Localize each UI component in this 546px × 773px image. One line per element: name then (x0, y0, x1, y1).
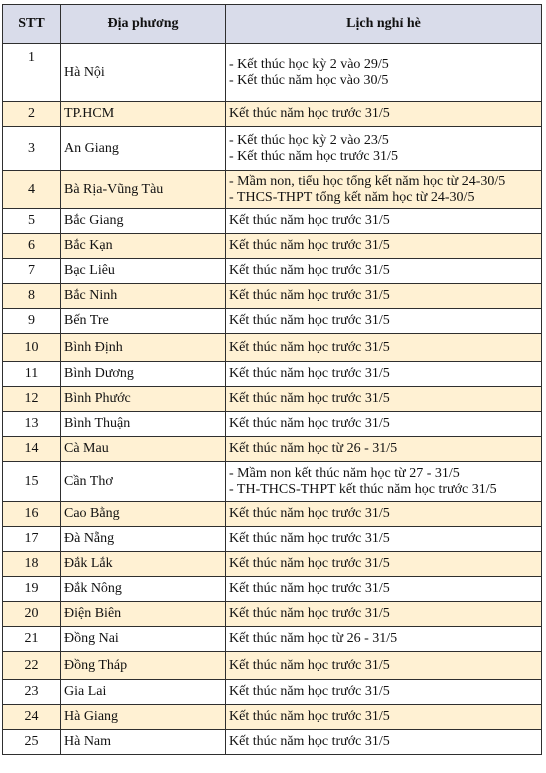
table-row (3, 309, 542, 334)
row-stt: 5 (3, 209, 61, 234)
table-row (3, 705, 542, 730)
table-row (3, 209, 542, 234)
table-row (3, 462, 542, 502)
table-row (3, 334, 542, 362)
row-locality: Bắc Giang (61, 209, 226, 234)
header-schedule: Lịch nghỉ hè (226, 5, 542, 44)
table-row (3, 259, 542, 284)
row-stt: 11 (3, 362, 61, 387)
row-stt: 20 (3, 602, 61, 627)
row-schedule (226, 259, 542, 284)
schedule-line: Kết thúc năm học trước 31/5 (229, 684, 390, 699)
schedule-line: Kết thúc năm học trước 31/5 (229, 416, 390, 431)
row-schedule (226, 171, 542, 209)
row-schedule (226, 127, 542, 171)
table-row (3, 652, 542, 680)
row-locality: Bắc Kạn (61, 234, 226, 259)
row-locality: Cao Bằng (61, 502, 226, 527)
schedule-line: Kết thúc năm học trước 31/5 (229, 391, 390, 406)
schedule-line: Kết thúc năm học trước 31/5 (229, 709, 390, 724)
row-locality: Gia Lai (61, 680, 226, 705)
table-row (3, 552, 542, 577)
schedule-line: Kết thúc năm học trước 31/5 (229, 339, 390, 355)
row-locality: Bắc Ninh (61, 284, 226, 309)
row-stt: 23 (3, 680, 61, 705)
row-locality: TP.HCM (61, 102, 226, 127)
header-stt: STT (3, 5, 61, 44)
table-row (3, 387, 542, 412)
row-locality: Bến Tre (61, 309, 226, 334)
schedule-line: Kết thúc năm học trước 31/5 (229, 734, 390, 749)
schedule-line: Kết thúc năm học trước 31/5 (229, 657, 390, 673)
row-locality: Hà Nội (61, 44, 226, 102)
schedule-line: Kết thúc năm học trước 31/5 (229, 531, 390, 546)
row-locality: Hà Giang (61, 705, 226, 730)
row-schedule (226, 334, 542, 362)
table-row (3, 234, 542, 259)
row-locality: Cần Thơ (61, 462, 226, 502)
table-row (3, 44, 542, 102)
table-row (3, 102, 542, 127)
table-row (3, 412, 542, 437)
row-schedule (226, 602, 542, 627)
row-schedule (226, 362, 542, 387)
schedule-line: - THCS-THPT tổng kết năm học từ 24-30/5 (229, 189, 475, 205)
row-schedule (226, 284, 542, 309)
row-schedule (226, 680, 542, 705)
schedule-line: Kết thúc năm học trước 31/5 (229, 581, 390, 596)
table-row (3, 730, 542, 755)
row-schedule (226, 502, 542, 527)
row-locality: Đồng Tháp (61, 652, 226, 680)
row-stt: 18 (3, 552, 61, 577)
row-stt: 2 (3, 102, 61, 127)
schedule-line: Kết thúc năm học trước 31/5 (229, 366, 390, 381)
schedule-line: - Kết thúc năm học trước 31/5 (229, 148, 398, 164)
table-row (3, 527, 542, 552)
table-row (3, 171, 542, 209)
table-row (3, 437, 542, 462)
schedule-line: - Mầm non, tiểu học tổng kết năm học từ 24-30/5 (229, 173, 506, 189)
row-stt: 13 (3, 412, 61, 437)
schedule-line: Kết thúc năm học trước 31/5 (229, 238, 390, 253)
header-locality: Địa phương (61, 5, 226, 44)
row-schedule (226, 627, 542, 652)
schedule-line: Kết thúc năm học trước 31/5 (229, 606, 390, 621)
row-schedule (226, 234, 542, 259)
row-stt: 17 (3, 527, 61, 552)
schedule-line: Kết thúc năm học trước 31/5 (229, 213, 390, 228)
row-locality: Bình Dương (61, 362, 226, 387)
schedule-line: Kết thúc năm học trước 31/5 (229, 288, 390, 303)
row-stt: 25 (3, 730, 61, 755)
row-stt: 1 (3, 44, 61, 102)
row-locality: Đồng Nai (61, 627, 226, 652)
row-schedule (226, 552, 542, 577)
schedule-line: - Kết thúc năm học vào 30/5 (229, 72, 389, 88)
row-stt: 12 (3, 387, 61, 412)
schedule-line: - TH-THCS-THPT kết thúc năm học trước 31/5 (229, 481, 497, 497)
row-schedule (226, 44, 542, 102)
row-locality: Đắk Lắk (61, 552, 226, 577)
row-schedule (226, 730, 542, 755)
schedule-line: - Kết thúc học kỳ 2 vào 23/5 (229, 132, 389, 148)
row-stt: 16 (3, 502, 61, 527)
row-stt: 15 (3, 462, 61, 502)
row-schedule (226, 102, 542, 127)
table-body (3, 44, 542, 755)
schedule-line: Kết thúc năm học từ 26 - 31/5 (229, 631, 398, 646)
row-locality: Bình Thuận (61, 412, 226, 437)
table-row (3, 284, 542, 309)
schedule-line: - Mầm non kết thúc năm học từ 27 - 31/5 (229, 465, 460, 481)
row-locality: Bình Phước (61, 387, 226, 412)
row-schedule (226, 577, 542, 602)
schedule-line: Kết thúc năm học trước 31/5 (229, 313, 390, 328)
row-stt: 22 (3, 652, 61, 680)
row-stt: 3 (3, 127, 61, 171)
row-locality: An Giang (61, 127, 226, 171)
row-schedule (226, 705, 542, 730)
vacation-schedule-table (2, 4, 542, 755)
row-stt: 7 (3, 259, 61, 284)
row-locality: Bà Rịa-Vũng Tàu (61, 171, 226, 209)
schedule-line: Kết thúc năm học trước 31/5 (229, 506, 390, 521)
row-schedule (226, 412, 542, 437)
row-schedule (226, 462, 542, 502)
row-schedule (226, 652, 542, 680)
row-locality: Hà Nam (61, 730, 226, 755)
schedule-line: Kết thúc năm học trước 31/5 (229, 556, 390, 571)
row-schedule (226, 209, 542, 234)
row-schedule (226, 309, 542, 334)
row-stt: 8 (3, 284, 61, 309)
schedule-line: Kết thúc năm học trước 31/5 (229, 106, 390, 121)
table-row (3, 127, 542, 171)
row-locality: Bạc Liêu (61, 259, 226, 284)
table-header-row (3, 5, 542, 44)
row-schedule (226, 437, 542, 462)
row-schedule (226, 387, 542, 412)
row-stt: 21 (3, 627, 61, 652)
schedule-line: Kết thúc năm học từ 26 - 31/5 (229, 441, 398, 456)
row-schedule (226, 527, 542, 552)
row-stt: 14 (3, 437, 61, 462)
table-row (3, 602, 542, 627)
row-stt: 10 (3, 334, 61, 362)
row-locality: Cà Mau (61, 437, 226, 462)
schedule-line: Kết thúc năm học trước 31/5 (229, 263, 390, 278)
row-stt: 6 (3, 234, 61, 259)
table-row (3, 627, 542, 652)
table-row (3, 577, 542, 602)
schedule-line: - Kết thúc học kỳ 2 vào 29/5 (229, 56, 389, 72)
row-locality: Điện Biên (61, 602, 226, 627)
row-locality: Đà Nẵng (61, 527, 226, 552)
table-row (3, 362, 542, 387)
row-stt: 19 (3, 577, 61, 602)
row-stt: 9 (3, 309, 61, 334)
table-row (3, 680, 542, 705)
row-stt: 24 (3, 705, 61, 730)
row-stt: 4 (3, 171, 61, 209)
row-locality: Bình Định (61, 334, 226, 362)
row-locality: Đắk Nông (61, 577, 226, 602)
table-row (3, 502, 542, 527)
